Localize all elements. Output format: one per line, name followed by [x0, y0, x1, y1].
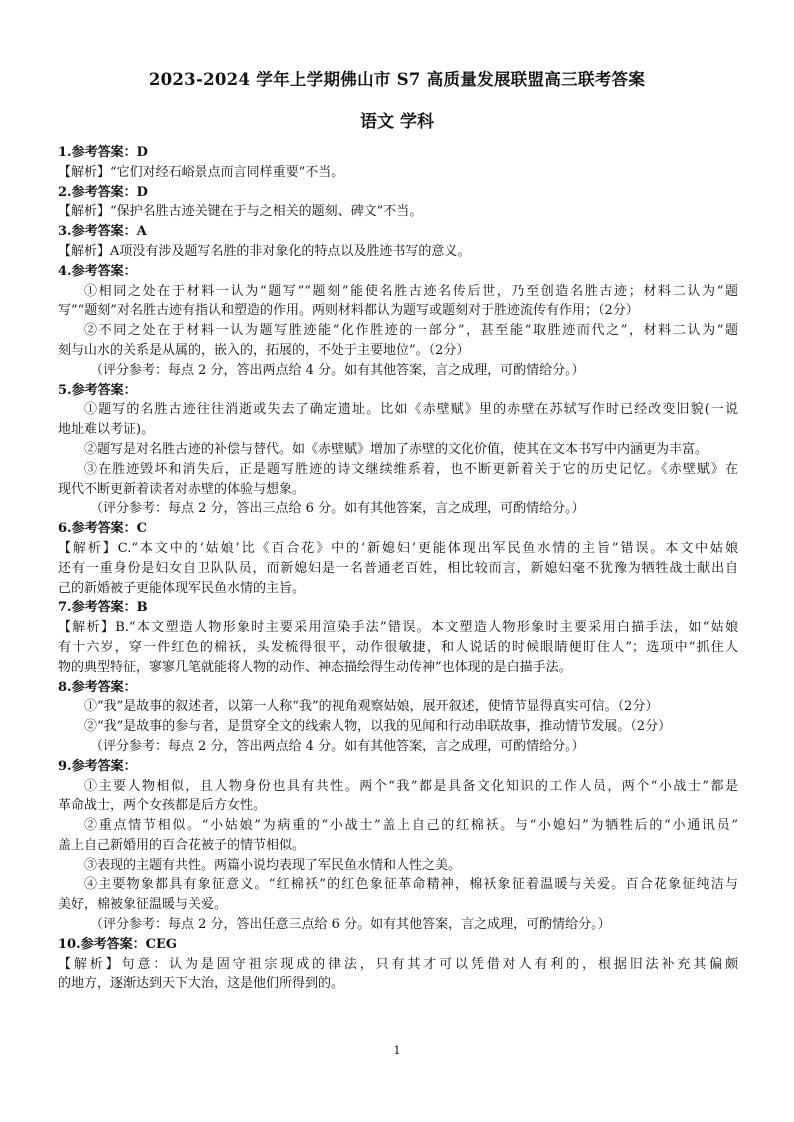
- answer-line: 革命战士，两个女孩都是后方女性。: [58, 798, 267, 814]
- answer-line: 【解析】C.“本文中的‘姑娘’比《百合花》中的‘新媳妇’更能体现出军民鱼水情的主旨”错误。本文中姑娘: [58, 540, 738, 556]
- answer-line: 美好，棉被象征温暖与关爱。: [58, 897, 228, 913]
- answer-heading: 7.参考答案：B: [58, 600, 148, 616]
- answer-line: （评分参考：每点 2 分，答出任意三点给 6 分。如有其他答案，言之成理，可酌情给分。）: [90, 917, 611, 933]
- answer-line: ④主要物象都具有象征意义。“红棉袄”的红色象征革命精神，棉袄象征着温暖与关爱。百合花象征纯洁与: [84, 877, 738, 893]
- subject-heading: 语文 学科: [360, 112, 434, 132]
- answer-line: （评分参考：每点 2 分，答出两点给 4 分。如有其他答案，言之成理，可酌情给分。）: [90, 738, 585, 754]
- answer-line: ②“我”是故事的参与者，是贯穿全文的线索人物，以我的见闻和行动串联故事，推动情节发展。（2分）: [84, 719, 672, 735]
- answer-line: 现代不断更新着读者对赤壁的体验与想象。: [58, 481, 306, 497]
- answer-line: 地址难以考证)。: [58, 422, 155, 438]
- answer-line: 写”“题刻”对名胜古迹有指认和塑造的作用。两则材料都认为题写或题刻对于胜迹流传有作用；（2分）: [58, 303, 639, 319]
- answer-line: 己的新婚被子更能体现军民鱼水情的主旨。: [58, 580, 306, 596]
- answer-heading: 10.参考答案：CEG: [58, 936, 177, 952]
- document-title: 2023-2024 学年上学期佛山市 S7 高质量发展联盟高三联考答案: [148, 70, 646, 89]
- answer-heading: 8.参考答案：: [58, 679, 137, 695]
- answer-heading: 2.参考答案：D: [58, 184, 148, 200]
- answer-line: ③表现的主题有共性。两篇小说均表现了军民鱼水情和人性之美。: [84, 857, 462, 873]
- answer-heading: 4.参考答案：: [58, 263, 137, 279]
- answer-line: 【解析】“保护名胜古迹关键在于与之相关的题刻、碑文”不当。: [58, 204, 423, 220]
- answer-content: [58, 143, 738, 994]
- answer-line: ②题写是对名胜古迹的补偿与替代。如《赤壁赋》增加了赤壁的文化价值，使其在文本书写中内涵更为丰富。: [84, 441, 709, 457]
- answer-line: ①相同之处在于材料一认为“题写”“题刻”能使名胜古迹名传后世，乃至创造名胜古迹；材料二认为“题: [84, 283, 738, 299]
- answer-heading: 9.参考答案：: [58, 758, 137, 774]
- answer-line: ①题写的名胜古迹往往消逝或失去了确定遗址。比如《赤壁赋》里的赤壁在苏轼写作时已经改变旧貌(一说: [84, 402, 738, 418]
- answer-line: 物的典型特征，寥寥几笔就能将人物的动作、神态描绘得生动传神”也体现的是白描手法。: [58, 659, 572, 675]
- answer-heading: 3.参考答案：A: [58, 224, 147, 240]
- answer-line: 【解析】B.“本文塑造人物形象时主要采用渲染手法”错误。本文塑造人物形象时主要采用白描手法，如“姑娘: [58, 620, 738, 636]
- answer-line: ②不同之处在于材料一认为题写胜迹能“化作胜迹的一部分”，甚至能“取胜迹而代之”，材料二认为“题: [84, 323, 738, 339]
- page-number: 1: [393, 1044, 401, 1057]
- answer-line: 刻与山水的关系是从属的，嵌入的，拓展的，不处于主要地位”。（2分）: [58, 342, 470, 358]
- answer-line: ②重点情节相似。“小姑娘”为病重的“小战士”盖上自己的红棉袄。与“小媳妇”为牺牲后的“小通讯员”: [84, 818, 738, 834]
- answer-line: （评分参考：每点 2 分，答出两点给 4 分。如有其他答案，言之成理，可酌情给分。）: [90, 362, 585, 378]
- answer-line: 还有一重身份是妇女自卫队队员，而新媳妇是一名普通老百姓，相比较而言，新媳妇毫不犹豫为牺牲战士献出自: [58, 560, 738, 576]
- answer-heading: 5.参考答案：: [58, 382, 137, 398]
- answer-heading: 1.参考答案：D: [58, 145, 148, 160]
- answer-line: （评分参考：每点 2 分，答出三点给 6 分。如有其他答案，言之成理，可酌情给分。）: [90, 501, 585, 517]
- answer-line: ①主要人物相似，且人物身份也具有共性。两个“我”都是具备文化知识的工作人员，两个“小战士”都是: [84, 778, 738, 794]
- answer-line: 【解析】A项没有涉及题写名胜的非对象化的特点以及胜迹书写的意义。: [58, 243, 471, 259]
- answer-line: 的地方，逐渐达到天下大治，这是他们所得到的。: [58, 976, 345, 992]
- answer-line: 盖上自己新婚用的百合花被子的情节相似。: [58, 837, 306, 853]
- answer-line: 有十六岁，穿一件红色的棉袄，头发梳得很平，动作很敏捷，和人说话的时候眼睛便盯住人”；选项中“抓住人: [58, 639, 738, 655]
- answer-line: 【解析】“它们对经石峪景点而言同样重要”不当。: [58, 164, 345, 180]
- answer-line: ①“我”是故事的叙述者，以第一人称“我”的视角观察姑娘，展开叙述，使情节显得真实可信。（2分）: [84, 699, 659, 715]
- answer-heading: 6.参考答案：C: [58, 521, 147, 537]
- answer-line: 【解析】句意：认为是固守祖宗现成的律法，只有其才可以凭借对人有利的，根据旧法补充其偏颇: [58, 956, 738, 972]
- answer-line: ③在胜迹毁坏和消失后，正是题写胜迹的诗文继续维系着，也不断更新着关于它的历史记忆。《赤壁赋》在: [84, 461, 738, 477]
